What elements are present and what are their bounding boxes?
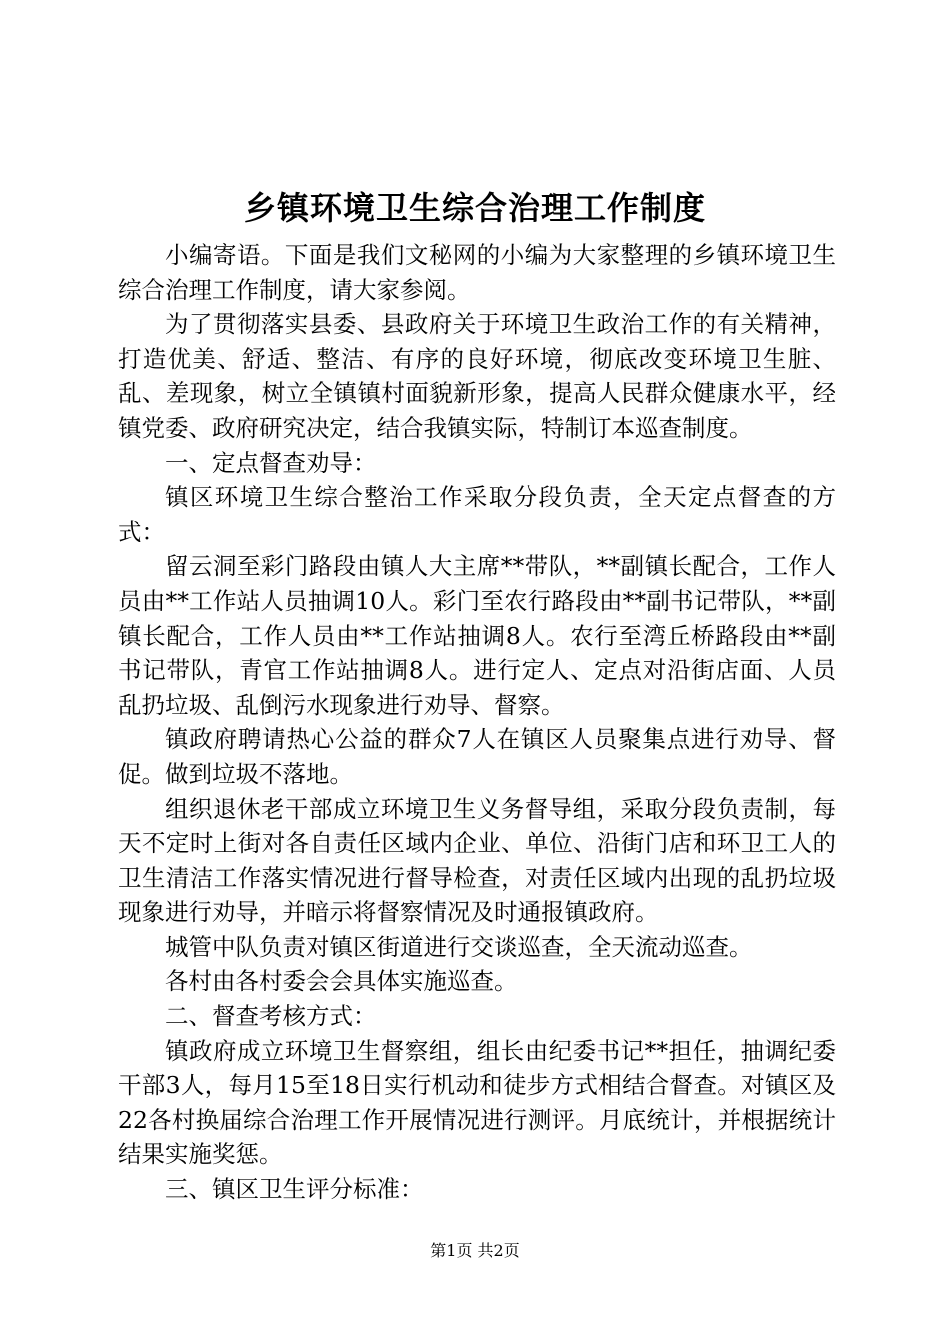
- paragraph: 城管中队负责对镇区街道进行交谈巡查，全天流动巡查。: [165, 932, 753, 961]
- page-footer: 第1页 共2页: [430, 1241, 520, 1260]
- document-title: 乡镇环境卫生综合治理工作制度: [243, 189, 706, 227]
- paragraph: 小编寄语。下面是我们文秘网的小编为大家整理的乡镇环境卫生综合治理工作制度，请大家参阅。: [118, 241, 836, 304]
- section-heading: 一、定点督查劝导：: [165, 448, 377, 477]
- paragraph: 留云洞至彩门路段由镇人大主席**带队，**副镇长配合，工作人员由**工作站人员抽调10人。彩门至农行路段由**副书记带队，**副镇长配合，工作人员由**工作站抽调8人。农行至湾丘桥路段由**副书记带队，青官工作站抽调8人。进行定人、定点对沿街店面、人员乱扔垃圾、乱倒污水现象进行劝导、督察。: [118, 552, 836, 719]
- paragraph: 镇政府成立环境卫生督察组，组长由纪委书记**担任，抽调纪委干部3人，每月15至18日实行机动和徒步方式相结合督查。对镇区及22各村换届综合治理工作开展情况进行测评。月底统计，并根据统计结果实施奖惩。: [118, 1036, 836, 1169]
- paragraph: 为了贯彻落实县委、县政府关于环境卫生政治工作的有关精神，打造优美、舒适、整洁、有序的良好环境，彻底改变环境卫生脏、乱、差现象，树立全镇镇村面貌新形象，提高人民群众健康水平，经镇党委、政府研究决定，结合我镇实际，特制订本巡查制度。: [118, 310, 836, 442]
- paragraph: 组织退休老干部成立环境卫生义务督导组，采取分段负责制，每天不定时上街对各自责任区域内企业、单位、沿街门店和环卫工人的卫生清洁工作落实情况进行督导检查，对责任区域内出现的乱扔垃圾现象进行劝导，并暗示将督察情况及时通报镇政府。: [118, 794, 836, 927]
- paragraph: 镇区环境卫生综合整治工作采取分段负责，全天定点督查的方式：: [118, 483, 836, 546]
- document-body: [118, 238, 836, 1207]
- section-heading: 二、督查考核方式：: [165, 1002, 377, 1031]
- paragraph: 镇政府聘请热心公益的群众7人在镇区人员聚集点进行劝导、督促。做到垃圾不落地。: [118, 725, 836, 788]
- paragraph: 各村由各村委会会具体实施巡查。: [165, 967, 518, 996]
- section-heading: 三、镇区卫生评分标准：: [165, 1175, 424, 1204]
